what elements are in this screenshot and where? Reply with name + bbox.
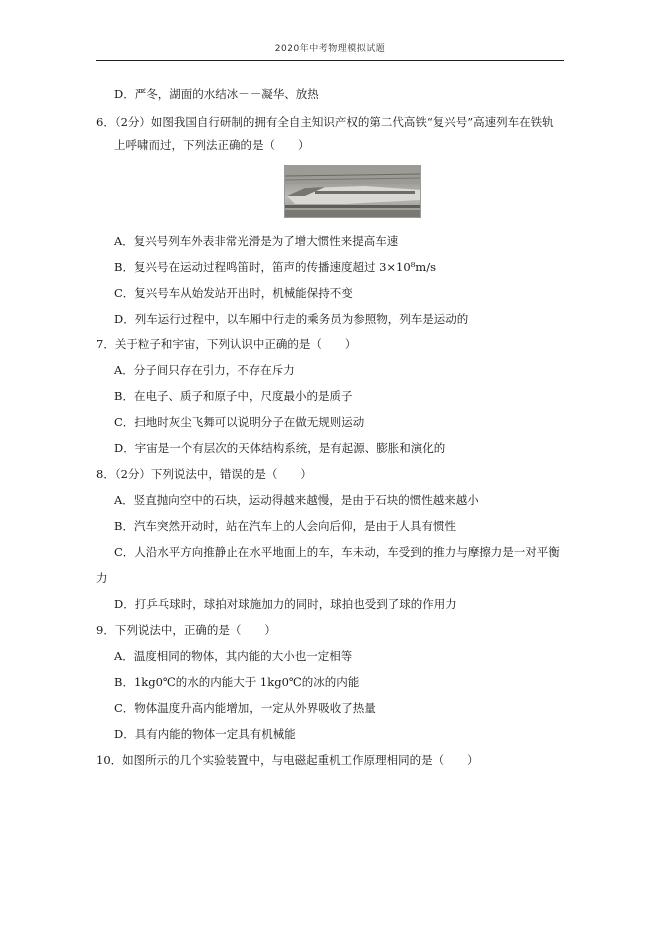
q10-stem: 10．如图所示的几个实验装置中，与电磁起重机工作原理相同的是（ ）: [96, 753, 479, 767]
q6-stem-line-1: 6．（2分）如图我国自行研制的拥有全自主知识产权的第二代高铁“复兴号”高速列车在铁轨: [96, 115, 554, 129]
header-rule: [96, 60, 564, 61]
high-speed-train-photo: [284, 165, 421, 218]
q8-option-c-line-2: 力: [96, 571, 108, 585]
q8-option-a: A．竖直抛向空中的石块，运动得越来越慢，是由于石块的惯性越来越小: [114, 493, 479, 507]
q6-option-b: B．复兴号在运动过程鸣笛时，笛声的传播速度超过 3×10⁸m/s: [114, 260, 436, 274]
q8-option-b: B．汽车突然开动时，站在汽车上的人会向后仰，是由于人具有惯性: [114, 519, 456, 533]
q7-option-c: C．扫地时灰尘飞舞可以说明分子在做无规则运动: [114, 415, 365, 429]
q9-option-c: C．物体温度升高内能增加，一定从外界吸收了热量: [114, 701, 376, 715]
q7-option-d: D．宇宙是一个有层次的天体结构系统，是有起源、膨胀和演化的: [114, 441, 446, 455]
q6-option-d: D．列车运行过程中，以车厢中行走的乘务员为参照物，列车是运动的: [114, 312, 469, 326]
q9-stem: 9．下列说法中，正确的是（ ）: [96, 623, 276, 637]
page-header-title: 2020年中考物理模拟试题: [274, 44, 386, 54]
q7-option-a: A．分子间只存在引力，不存在斥力: [114, 363, 295, 377]
q8-option-d: D．打乒乓球时，球拍对球施加力的同时，球拍也受到了球的作用力: [114, 597, 457, 611]
q6-stem-line-2: 上呼啸而过，下列法正确的是（ ）: [114, 138, 310, 152]
q8-stem: 8．（2分）下列说法中，错误的是（ ）: [96, 467, 312, 481]
q6-option-a: A．复兴号列车外表非常光滑是为了增大惯性来提高车速: [114, 234, 399, 248]
q7-option-b: B．在电子、质子和原子中，尺度最小的是质子: [114, 389, 353, 403]
q9-option-d: D．具有内能的物体一定具有机械能: [114, 727, 296, 741]
q9-option-a: A．温度相同的物体，其内能的大小也一定相等: [114, 649, 353, 663]
q9-option-b: B．1kg0℃的水的内能大于 1kg0℃的冰的内能: [114, 675, 360, 689]
q8-option-c-line-1: C．人沿水平方向推静止在水平地面上的车，车未动，车受到的推力与摩擦力是一对平衡: [114, 545, 560, 559]
q6-option-c: C．复兴号车从始发站开出时，机械能保持不变: [114, 286, 353, 300]
q5-option-d: D．严冬，湖面的水结冰－－凝华、放热: [114, 87, 319, 101]
q7-stem: 7．关于粒子和宇宙，下列认识中正确的是（ ）: [96, 337, 357, 351]
